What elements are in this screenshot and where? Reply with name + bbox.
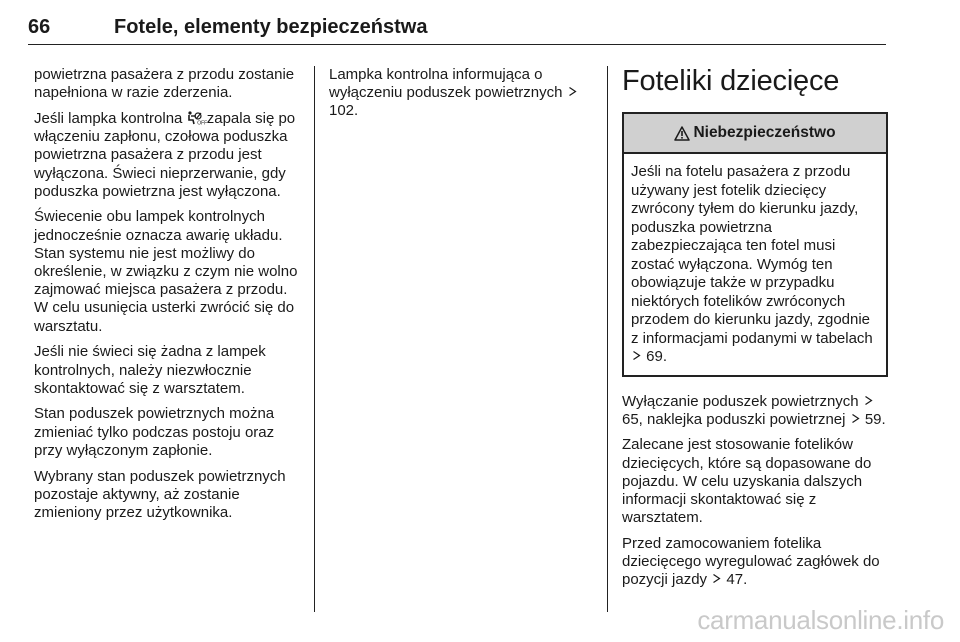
paragraph: Zalecane jest stosowanie fotelików dziecięcych, które są dopasowane do pojazdu. W celu uzyskania dalszych informacji skontaktować się z warsztatem. xyxy=(622,436,872,527)
paragraph-text: Jeśli lampka kontrolna xyxy=(34,109,183,127)
paragraph-text: Przed zamocowaniem fotelika dziecięcego wyregulować zagłówek do pozycji jazdy xyxy=(622,534,880,589)
warning-box xyxy=(622,112,888,377)
page-reference-arrow-icon xyxy=(850,413,861,424)
warning-body xyxy=(624,154,886,375)
paragraph xyxy=(622,535,888,590)
column-divider xyxy=(314,66,315,612)
paragraph-text: Lampka kontrolna informująca o wyłączeniu poduszek powietrznych xyxy=(329,66,563,102)
paragraph: Jeśli nie świeci się żadna z lampek kontrolnych, należy niezwłocznie skontaktować się z warsztatem. xyxy=(34,343,266,397)
paragraph-text: Wyłączanie poduszek powietrznych xyxy=(622,392,859,410)
page-title: Fotele, elementy bezpieczeństwa xyxy=(114,16,428,38)
page-reference[interactable]: 65, naklejka poduszki powietrznej xyxy=(622,410,846,428)
text-column-2 xyxy=(329,66,591,128)
page-number: 66 xyxy=(28,16,51,38)
page-reference[interactable]: 47. xyxy=(726,571,748,589)
paragraph: Stan poduszek powietrznych można zmieniać tylko podczas postoju oraz przy wyłączonym zapłonie. xyxy=(34,405,275,459)
warning-header xyxy=(624,114,886,154)
page-reference-arrow-icon xyxy=(631,350,642,361)
paragraph: Świecenie obu lampek kontrolnych jednocześnie oznacza awarię układu. Stan systemu nie jest możliwy do określenie, w związku z czym nie wolno zajmować miejsca pasażera z przodu. W celu usunięcia usterki zwrócić się do warsztatu. xyxy=(34,208,298,335)
text-column-1 xyxy=(34,66,302,530)
section-title: Foteliki dziecięce xyxy=(622,65,840,97)
paragraph-text: zapala się po włączeniu zapłonu, czołowa poduszka powietrzna pasażera z przodu jest wyłączona. Świeci nieprzerwanie, gdy poduszka powietrzna jest wyłączona. xyxy=(34,109,296,200)
page-reference-arrow-icon xyxy=(863,395,874,406)
paragraph: Wybrany stan poduszek powietrznych pozostaje aktywny, aż zostanie zmieniony przez użytkownika. xyxy=(34,467,286,521)
page-reference[interactable]: 59. xyxy=(864,410,886,428)
warning-text: Jeśli na fotelu pasażera z przodu używany jest fotelik dziecięcy zwrócony tyłem do kierunku jazdy, poduszka powietrzna zabezpieczająca ten fotel musi zostać wyłączona. Wymóg ten obowiązuje także w przypadku niektórych fotelików zwróconych przodem do kierunku jazdy, zgodnie z informacjami podanymi w tabelach xyxy=(631,163,873,347)
warning-heading: Niebezpieczeństwo xyxy=(693,123,836,141)
paragraph xyxy=(622,393,888,429)
paragraph xyxy=(329,66,591,121)
column-divider xyxy=(607,66,608,612)
page-reference[interactable]: 69. xyxy=(646,348,668,365)
page-reference-arrow-icon xyxy=(567,86,578,97)
paragraph: powietrzna pasażera z przodu zostanie napełniona w razie zderzenia. xyxy=(34,66,295,102)
watermark: carmanualsonline.info xyxy=(697,605,944,635)
paragraph xyxy=(34,110,302,201)
page-reference[interactable]: 102. xyxy=(329,102,359,120)
text-column-3 xyxy=(622,66,888,597)
warning-triangle-icon xyxy=(674,126,690,141)
airbag-off-icon xyxy=(187,111,207,127)
svg-text:OFF: OFF xyxy=(196,120,207,127)
page-header xyxy=(28,14,886,45)
page-reference-arrow-icon xyxy=(711,573,722,584)
